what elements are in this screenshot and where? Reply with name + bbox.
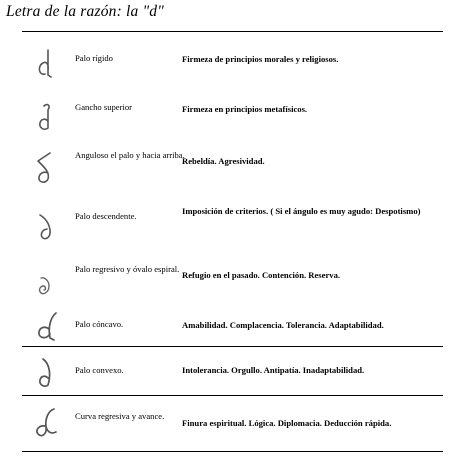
handwriting-table <box>22 31 443 428</box>
trait-label: Palo cóncavo. <box>75 319 124 329</box>
d-convex-stem-letter-icon <box>26 353 66 393</box>
trait-label: Anguloso el palo y hacia arriba. <box>75 150 185 160</box>
d-upper-hook-letter-icon <box>26 97 66 137</box>
page-title: Letra de la razón: la "d" <box>6 3 164 20</box>
trait-label: Curva regresiva y avance. <box>75 411 165 421</box>
trait-label: Gancho superior <box>75 102 133 112</box>
meaning-text: Refugio en el pasado. Contención. Reserva. <box>182 270 341 280</box>
trait-label: Palo rígido <box>75 53 113 63</box>
table-row <box>22 32 443 90</box>
table-row <box>22 308 443 347</box>
trait-label: Palo convexo. <box>75 365 124 375</box>
meaning-text: Rebeldía. Agresividad. <box>182 156 265 166</box>
meaning-text: Finura espiritual. Lógica. Diplomacia. Deducción rápida. <box>182 418 392 428</box>
trait-label: Palo regresivo y óvalo espiral. <box>75 264 180 274</box>
d-rigid-stem-letter-icon <box>26 44 66 84</box>
d-regressive-forward-curve-letter-icon <box>26 403 66 443</box>
meaning-text: Intolerancia. Orgullo. Antipatía. Inadaptabilidad. <box>182 365 365 375</box>
d-descending-stem-letter-icon <box>26 206 66 246</box>
meaning-text: Imposición de criterios. ( Si el ángulo es muy agudo: Despotismo) <box>182 206 421 216</box>
d-angular-stem-letter-icon <box>26 149 66 189</box>
meaning-text: Amabilidad. Complacencia. Tolerancia. Adaptabilidad. <box>182 320 384 330</box>
meaning-text: Firmeza de principios morales y religiosos. <box>182 54 339 64</box>
trait-label: Palo descendente. <box>75 211 137 221</box>
d-concave-stem-letter-icon <box>26 306 66 346</box>
table-row <box>22 347 443 396</box>
meaning-text: Firmeza en principios metafísicos. <box>182 104 308 114</box>
table-row <box>22 396 443 452</box>
table-row <box>22 142 443 196</box>
table-row <box>22 250 443 308</box>
table-row <box>22 90 443 142</box>
d-spiral-oval-letter-icon <box>26 263 66 303</box>
table-row <box>22 196 443 250</box>
